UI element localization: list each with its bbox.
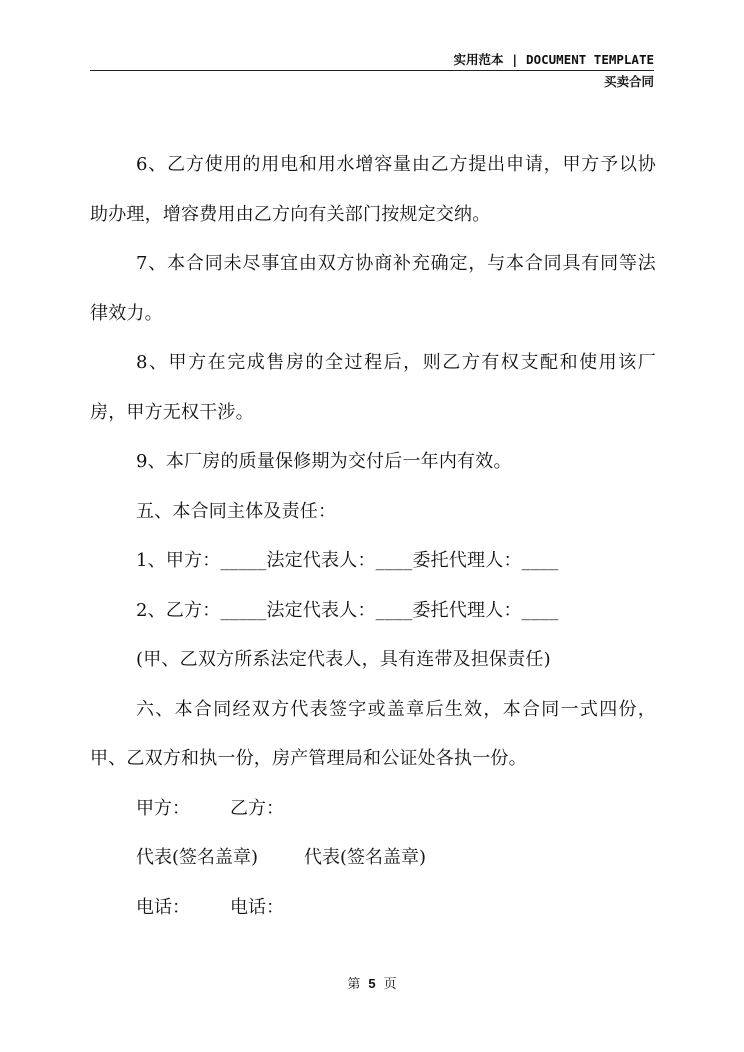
- liability-note: (甲、乙双方所系法定代表人，具有连带及担保责任): [136, 649, 551, 670]
- page-header: [90, 50, 654, 92]
- page-prefix: 第: [347, 977, 361, 992]
- page-footer: [0, 974, 744, 995]
- header-title: 实用范本 | DOCUMENT TEMPLATE: [453, 52, 654, 67]
- signature-parties-row: [90, 784, 656, 834]
- page-number: 5: [368, 976, 376, 991]
- rep-a-label: 代表(签名盖章): [136, 847, 259, 868]
- clause-8: 8、甲方在完成售房的全过程后，则乙方有权支配和使用该厂房，甲方无权干涉。: [90, 352, 656, 423]
- rep-b-label: 代表(签名盖章): [304, 847, 427, 868]
- header-divider: [90, 70, 654, 71]
- clause-9: 9、本厂房的质量保修期为交付后一年内有效。: [136, 451, 512, 472]
- phone-a-label: 电话：: [136, 896, 190, 918]
- party-b-label: 乙方：: [230, 797, 284, 819]
- party-b-line: 2、乙方：_____法定代表人：____委托代理人：____: [136, 599, 559, 621]
- page-suffix: 页: [383, 977, 397, 992]
- section-5-heading: 五、本合同主体及责任：: [136, 500, 337, 522]
- header-subtitle: 买卖合同: [603, 74, 654, 89]
- phone-b-label: 电话：: [230, 896, 284, 918]
- signature-representative-row: [90, 833, 656, 883]
- document-body: [90, 140, 656, 932]
- party-a-label: 甲方：: [136, 797, 190, 819]
- clause-7: 7、本合同未尽事宜由双方协商补充确定，与本合同具有同等法律效力。: [90, 253, 656, 324]
- section-6-clause: 六、本合同经双方代表签字或盖章后生效，本合同一式四份，甲、乙双方和执一份，房产管理局和公证处各执一份。: [90, 698, 656, 769]
- signature-phone-row: [90, 883, 656, 933]
- party-a-line: 1、甲方：_____法定代表人：____委托代理人：____: [136, 550, 559, 571]
- clause-6: 6、乙方使用的用电和用水增容量由乙方提出申请，甲方予以协助办理，增容费用由乙方向有关部门按规定交纳。: [90, 154, 656, 225]
